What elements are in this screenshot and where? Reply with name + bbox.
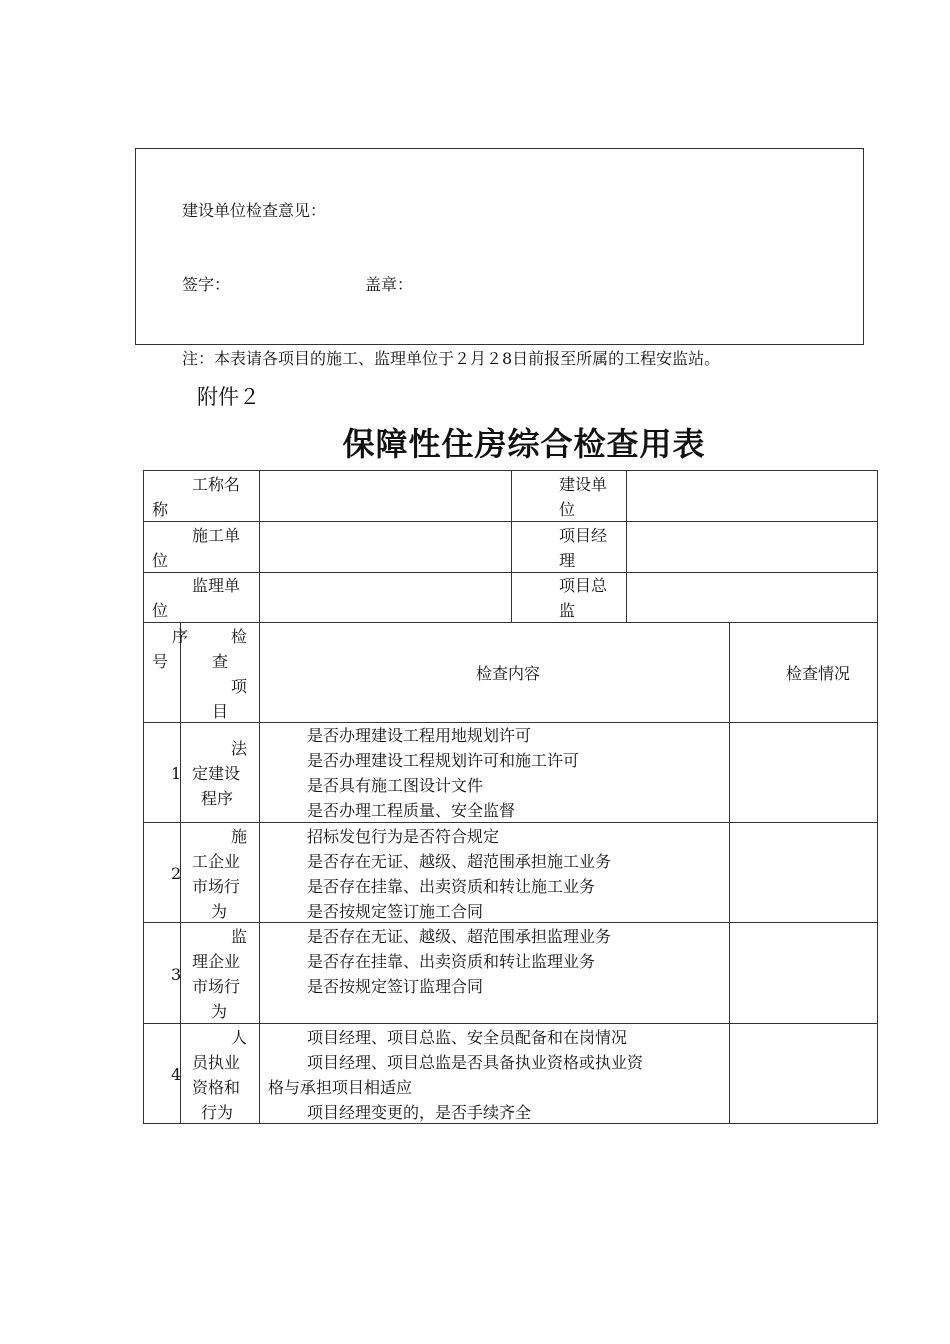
row-item-line: 定建设: [192, 764, 241, 783]
row-item-line: 程序: [201, 789, 234, 808]
label-supervisor-b: 位: [152, 601, 169, 620]
header-item-4: 目: [212, 702, 229, 721]
row-content-line: 是否办理建设工程规划许可和施工许可: [307, 751, 580, 770]
form-title: 保障性住房综合检查用表: [342, 425, 706, 463]
row-content-line: 是否具有施工图设计文件: [307, 776, 484, 795]
row-item-line: 为: [211, 1002, 228, 1021]
label-builder-a: 建设单: [559, 475, 608, 494]
row-item-line: 资格和: [192, 1078, 241, 1097]
sign-label: 签字：: [182, 275, 231, 294]
row-number: 1: [171, 764, 182, 783]
label-supervisor-a: 监理单: [192, 576, 241, 595]
label-contractor-a: 施工单: [192, 526, 241, 545]
row-content-line: 招标发包行为是否符合规定: [307, 827, 500, 846]
label-pm-b: 理: [559, 551, 576, 570]
row-number: 3: [171, 965, 182, 984]
seal-label: 盖章：: [365, 275, 414, 294]
row-number: 4: [171, 1065, 182, 1084]
header-item-1: 检: [231, 627, 248, 646]
row-item-line: 市场行: [192, 977, 241, 996]
row-number: 2: [171, 864, 182, 883]
row-item-line: 工企业: [192, 852, 241, 871]
row-item-line: 市场行: [192, 877, 241, 896]
row-content-line: 是否按规定签订监理合同: [307, 977, 484, 996]
row-content-line: 是否存在无证、越级、超范围承担监理业务: [307, 927, 612, 946]
label-project-name-b: 称: [152, 500, 169, 519]
row-content-line: 项目经理、项目总监、安全员配备和在岗情况: [307, 1028, 628, 1047]
row-content-line: 是否存在挂靠、出卖资质和转让施工业务: [307, 877, 596, 896]
row-content-line: 是否办理建设工程用地规划许可: [307, 726, 532, 745]
opinion-label: 建设单位检查意见：: [182, 201, 327, 220]
row-content-line: 是否办理工程质量、安全监督: [307, 801, 516, 820]
label-chief-a: 项目总: [559, 576, 608, 595]
header-seq-a: 序: [172, 627, 189, 646]
label-pm-a: 项目经: [559, 526, 608, 545]
row-content-line: 是否存在挂靠、出卖资质和转让监理业务: [307, 952, 596, 971]
label-project-name-a: 工称名: [192, 475, 241, 494]
row-content-line: 项目经理、项目总监是否具备执业资格或执业资: [307, 1053, 644, 1072]
footnote: 注：本表请各项目的施工、监理单位于２月２8日前报至所属的工程安监站。: [182, 349, 721, 368]
row-item-line: 员执业: [192, 1053, 241, 1072]
row-item-line: 人: [231, 1028, 248, 1047]
row-item-line: 行为: [201, 1103, 234, 1122]
row-item-line: 理企业: [192, 952, 241, 971]
header-status: 检查情况: [786, 664, 851, 683]
header-item-3: 项: [231, 677, 248, 696]
attachment-label: 附件２: [197, 385, 260, 409]
row-item-line: 监: [231, 927, 248, 946]
opinion-box: [135, 148, 864, 345]
header-seq-b: 号: [152, 652, 169, 671]
header-content: 检查内容: [476, 664, 541, 683]
row-content-line: 是否按规定签订施工合同: [307, 902, 484, 921]
row-content-line: 项目经理变更的，是否手续齐全: [307, 1103, 532, 1122]
row-content-line: 是否存在无证、越级、超范围承担施工业务: [307, 852, 612, 871]
row-item-line: 为: [211, 902, 228, 921]
label-chief-b: 监: [559, 601, 576, 620]
label-contractor-b: 位: [152, 551, 169, 570]
header-item-2: 查: [212, 652, 229, 671]
row-item-line: 施: [231, 827, 248, 846]
label-builder-b: 位: [559, 500, 576, 519]
row-content-line: 格与承担项目相适应: [268, 1078, 413, 1097]
row-item-line: 法: [231, 739, 248, 758]
